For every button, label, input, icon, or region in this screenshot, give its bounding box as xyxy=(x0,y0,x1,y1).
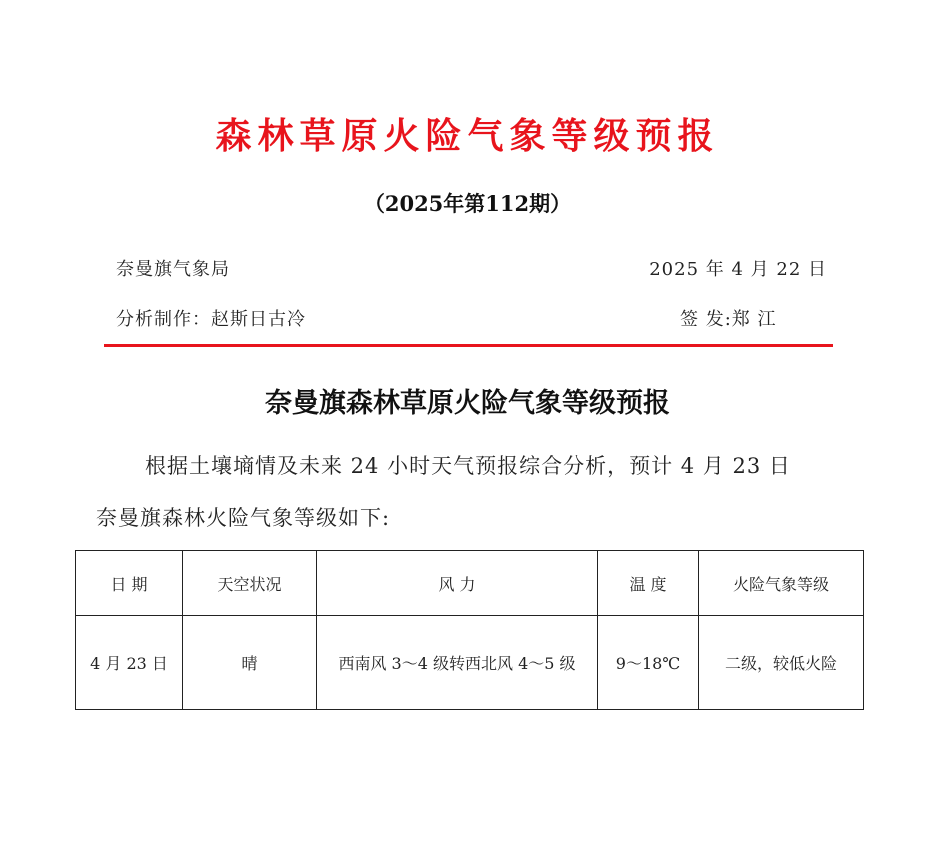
forecast-table xyxy=(75,550,864,710)
header-wind: 风 力 xyxy=(317,551,598,616)
intro-paragraph-line-2: 奈曼旗森林火险气象等级如下: xyxy=(96,506,391,530)
header-sky: 天空状况 xyxy=(183,551,317,616)
intro-paragraph-line-1: 根据土壤墒情及未来 24 小时天气预报综合分析，预计 4 月 23 日 xyxy=(145,454,791,478)
red-divider xyxy=(104,344,833,347)
cell-sky: 晴 xyxy=(183,616,317,710)
header-fire-level: 火险气象等级 xyxy=(699,551,864,616)
issue-number: （2025年第112期） xyxy=(363,191,572,216)
cell-wind: 西南风 3～4 级转西北风 4～5 级 xyxy=(317,616,598,710)
cell-fire-level: 二级，较低火险 xyxy=(699,616,864,710)
table-row xyxy=(76,616,864,710)
author-line: 分析制作：赵斯日古冷 xyxy=(116,309,306,330)
cell-date: 4 月 23 日 xyxy=(76,616,183,710)
issue-date: 2025 年 4 月 22 日 xyxy=(649,259,827,280)
issuer-line: 签 发:郑 江 xyxy=(680,309,777,330)
report-subtitle: 奈曼旗森林草原火险气象等级预报 xyxy=(265,388,670,419)
issuing-agency: 奈曼旗气象局 xyxy=(116,259,230,280)
table-header-row xyxy=(76,551,864,616)
document-title: 森林草原火险气象等级预报 xyxy=(215,116,720,157)
cell-temperature: 9～18℃ xyxy=(598,616,699,710)
header-temperature: 温 度 xyxy=(598,551,699,616)
header-date: 日 期 xyxy=(76,551,183,616)
